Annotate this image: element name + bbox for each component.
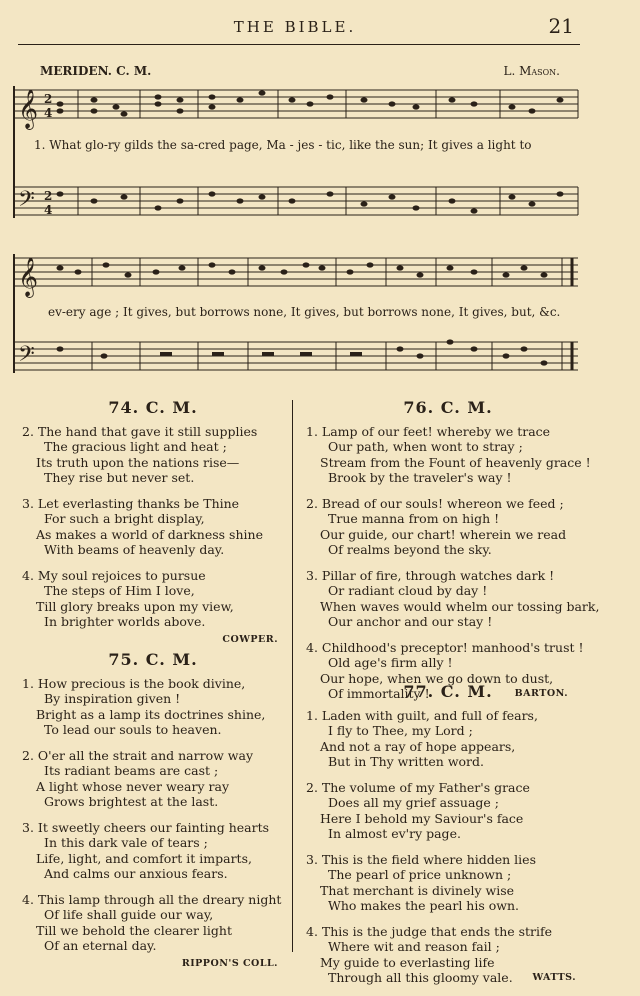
verse-line: Our guide, our chart! wherein we read (320, 526, 567, 542)
verse-line: 2. Bread of our souls! whereon we feed ; (306, 495, 564, 511)
treble-staff-2 (14, 258, 578, 286)
stanza (306, 852, 590, 914)
verse-line: Its truth upon the nations rise— (36, 454, 240, 470)
verse-line: I fly to Thee, my Lord ; (328, 723, 473, 738)
verse-line: Our path, when wont to stray ; (328, 439, 523, 454)
hymn-title: 76. C. M. (403, 398, 493, 417)
svg-text:𝄞: 𝄞 (18, 257, 39, 297)
verse-line: Brook by the traveler's way ! (328, 470, 512, 485)
rests-2 (160, 352, 362, 356)
svg-text:4: 4 (44, 203, 53, 217)
verse-line: Here I behold my Saviour's face (320, 810, 524, 826)
verse-line: 3. Pillar of fire, through watches dark ! (306, 567, 555, 583)
tune-name: MERIDEN. C. M. (40, 64, 152, 78)
stanza (306, 708, 590, 770)
verse-line: In this dark vale of tears ; (44, 835, 208, 850)
verse-line: For such a bright display, (44, 511, 205, 526)
stanza (306, 424, 590, 486)
noteheads-1 (57, 90, 564, 213)
bass-staff-2 (14, 342, 578, 370)
stanza (22, 820, 284, 882)
verse-line: Grows brightest at the last. (44, 794, 219, 809)
bass-staff-1 (14, 187, 578, 215)
stanza (22, 676, 284, 738)
verse-line: As makes a world of darkness shine (36, 526, 263, 542)
verse-line: My guide to everlasting life (320, 954, 495, 970)
stanza (22, 892, 284, 954)
stanza (306, 567, 600, 630)
lyric-line-2: ev-ery age ; It gives, but borrows none, It gives, but borrows none, It gives, but, &c. (48, 305, 561, 319)
verse-line: In almost ev'ry page. (328, 826, 461, 841)
hymn-title: 75. C. M. (108, 650, 198, 669)
stanza (306, 496, 590, 558)
verse-line: 2. O'er all the strait and narrow way (22, 747, 253, 763)
verse-line: Its radiant beams are cast ; (44, 763, 219, 778)
stanza (22, 568, 284, 630)
verse-line: Of life shall guide our way, (44, 907, 214, 922)
stanza (22, 424, 284, 486)
svg-text:4: 4 (44, 106, 53, 120)
verse-line: And calms our anxious fears. (44, 866, 228, 881)
attribution: WATTS. (532, 972, 576, 983)
verse-line: 3. It sweetly cheers our fainting hearts (22, 819, 270, 835)
verse-line: The pearl of price unknown ; (328, 867, 512, 882)
verse-line: Through all this gloomy vale. (328, 970, 513, 985)
running-title: THE BIBLE. (233, 18, 357, 36)
verse-line: 1. Laden with guilt, and full of fears, (306, 707, 538, 723)
hymn-77 (306, 684, 590, 996)
verse-line: But in Thy written word. (328, 754, 484, 769)
verse-line: 4. Childhood's preceptor! manhood's trust ! (306, 639, 584, 655)
verse-line: 2. The volume of my Father's grace (306, 779, 530, 795)
verse-line: 1. Lamp of our feet! whereby we trace (306, 423, 551, 439)
music-score (0, 0, 640, 390)
verse-line: Who makes the pearl his own. (328, 898, 519, 913)
stanza (22, 496, 284, 558)
music-system-1 (14, 86, 578, 218)
verse-line: They rise but never set. (44, 470, 195, 485)
verse-line: 3. This is the field where hidden lies (306, 851, 536, 867)
treble-staff-1 (14, 90, 578, 118)
verse-line: By inspiration given ! (44, 691, 181, 706)
hymn-76 (306, 398, 600, 712)
verse-line: Till glory breaks upon my view, (36, 598, 234, 614)
verse-line: Of immortality ! (328, 686, 430, 701)
verse-line: Of realms beyond the sky. (328, 542, 492, 557)
attribution: BARTON. (514, 688, 568, 699)
verse-line: That merchant is divinely wise (320, 882, 515, 898)
verse-line: Where wit and reason fail ; (328, 939, 500, 954)
verse-line: Of an eternal day. (44, 938, 157, 953)
verse-line: 3. Let everlasting thanks be Thine (22, 495, 240, 511)
verse-line: True manna from on high ! (328, 511, 500, 526)
verse-line: Or radiant cloud by day ! (328, 583, 488, 598)
verse-line: 2. The hand that gave it still supplies (22, 423, 258, 439)
verse-line: With beams of heavenly day. (44, 542, 225, 557)
hymn-title: 74. C. M. (108, 398, 198, 417)
stanza (22, 748, 284, 810)
verse-line: In brighter worlds above. (44, 614, 206, 629)
verse-line: Our anchor and our stay ! (328, 614, 493, 629)
time-signature: 2 (44, 92, 53, 106)
column-divider (292, 400, 293, 952)
bass-clef-icon: 𝄢 (18, 187, 35, 217)
verse-line: Stream from the Fount of heavenly grace ! (320, 454, 591, 470)
verse-line: Life, light, and comfort it imparts, (36, 850, 252, 866)
verse-line: Bright as a lamp its doctrines shine, (36, 706, 266, 722)
verse-line: A light whose never weary ray (36, 778, 230, 794)
clefs-2 (18, 257, 38, 372)
hymn-75 (22, 652, 284, 971)
verse-line: When waves would whelm our tossing bark, (320, 598, 600, 614)
verse-line-with-attr (306, 970, 590, 986)
treble-clef-icon: 𝄞 (18, 89, 39, 129)
lyric-line-1: 1. What glo-ry gilds the sa-cred page, Ma - jes - tic, like the sun; It gives a light to (34, 138, 532, 152)
verse-line: Does all my grief assuage ; (328, 795, 499, 810)
verse-line: To lead our souls to heaven. (44, 722, 222, 737)
barlines-1 (78, 90, 500, 215)
attribution: COWPER. (222, 633, 278, 645)
verse-line: 4. This lamp through all the dreary night (22, 891, 282, 907)
verse-line: Till we behold the clearer light (36, 922, 233, 938)
hymn-title: 77. C. M. (403, 682, 493, 701)
hymn-74 (22, 400, 284, 647)
attribution: RIPPON'S COLL. (181, 957, 278, 969)
svg-text:𝄢: 𝄢 (18, 342, 35, 372)
stanza (306, 780, 590, 842)
page-number: 21 (548, 14, 574, 38)
verse-line: 1. How precious is the book divine, (22, 675, 246, 691)
stanza (306, 924, 590, 986)
verse-line: Old age's firm ally ! (328, 655, 453, 670)
verse-line: The gracious light and heat ; (44, 439, 227, 454)
tune-composer: L. Mason. (503, 64, 560, 78)
verse-line: The steps of Him I love, (44, 583, 195, 598)
clefs-1 (18, 89, 52, 217)
verse-line: 4. My soul rejoices to pursue (22, 567, 206, 583)
verse-line: And not a ray of hope appears, (320, 738, 516, 754)
verse-line: Our hope, when we go down to dust, (320, 670, 554, 686)
verse-line: 4. This is the judge that ends the strife (306, 923, 553, 939)
svg-text:2: 2 (44, 189, 53, 203)
